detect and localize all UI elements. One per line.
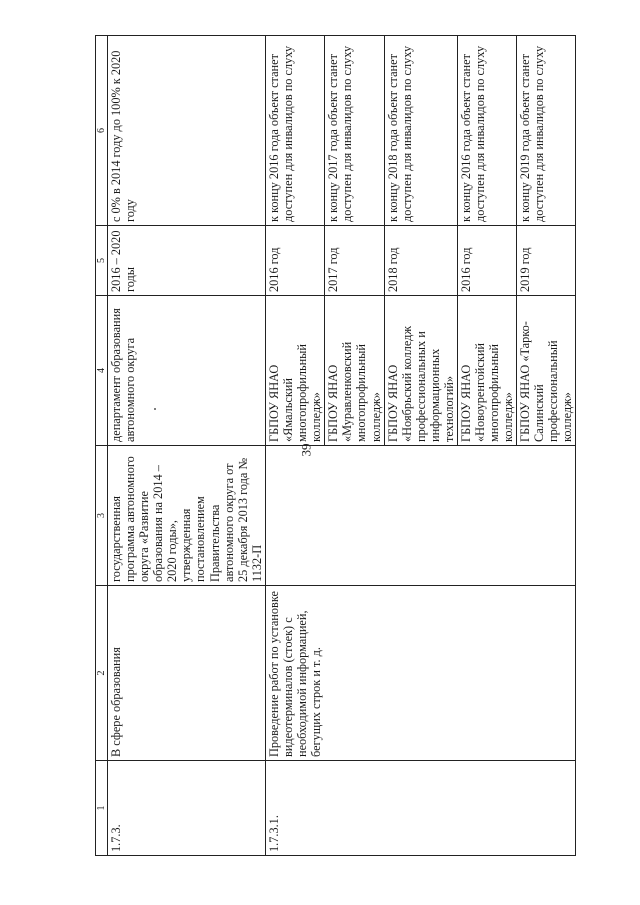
col-number-5: 5	[96, 226, 108, 296]
item-period: 2017 год	[325, 226, 384, 296]
page-number: 39	[298, 443, 314, 457]
task-name: Проведение работ по установке видеотерминалов (стоек) с необходимой информацией, бегущих строк и т. д.	[266, 586, 575, 761]
item-result: к концу 2017 года объект станет доступен для инвалидов по слуху	[325, 36, 384, 226]
section-period: 2016 – 2020 годы	[108, 226, 266, 296]
item-executor: ГБПОУ ЯНАО «Ноябрьский колледж профессиональных и информационных технологий»	[384, 296, 457, 446]
item-executor: ГБПОУ ЯНАО «Ямальский многопрофильный колледж»	[266, 296, 325, 446]
item-executor: ГБПОУ ЯНАО «Тарко-Салинский профессиональный колледж»	[516, 296, 575, 446]
col-number-4: 4	[96, 296, 108, 446]
column-numbers-row	[96, 36, 108, 856]
section-basis: государственная программа автономного округа «Развитие образования на 2014 – 2020 годы», утвержденная постановлением Правительства автономного округа от 25 декабря 2013 года № 1132-П	[108, 446, 266, 586]
item-period: 2016 год	[457, 226, 516, 296]
section-row	[108, 36, 266, 856]
item-executor: ГБПОУ ЯНАО «Новоуренгойский многопрофильный колледж»	[457, 296, 516, 446]
measures-table	[95, 35, 576, 856]
section-executor: департамент образования автономного округа	[108, 296, 266, 446]
item-period: 2018 год	[384, 226, 457, 296]
item-executor: ГБПОУ ЯНАО «Муравленковский многопрофильный колледж»	[325, 296, 384, 446]
col-number-2: 2	[96, 586, 108, 761]
task-basis	[266, 443, 575, 586]
task-number: 1.7.3.1.	[266, 761, 575, 856]
col-number-6: 6	[96, 36, 108, 226]
item-result: к концу 2019 года объект станет доступен для инвалидов по слуху	[516, 36, 575, 226]
col-number-3: 3	[96, 446, 108, 586]
section-name: В сфере образования	[108, 586, 266, 761]
section-number: 1.7.3.	[108, 761, 266, 856]
item-result: к концу 2016 года объект станет доступен для инвалидов по слуху	[457, 36, 516, 226]
table-sheet	[95, 36, 574, 856]
item-result: к концу 2016 года объект станет доступен для инвалидов по слуху	[266, 36, 325, 226]
item-period: 2016 год	[266, 226, 325, 296]
item-result: к концу 2018 года объект станет доступен для инвалидов по слуху	[384, 36, 457, 226]
table-row	[266, 36, 325, 856]
col-number-1: 1	[96, 761, 108, 856]
section-result: с 0% в 2014 году до 100% к 2020 году	[108, 36, 266, 226]
item-period: 2019 год	[516, 226, 575, 296]
